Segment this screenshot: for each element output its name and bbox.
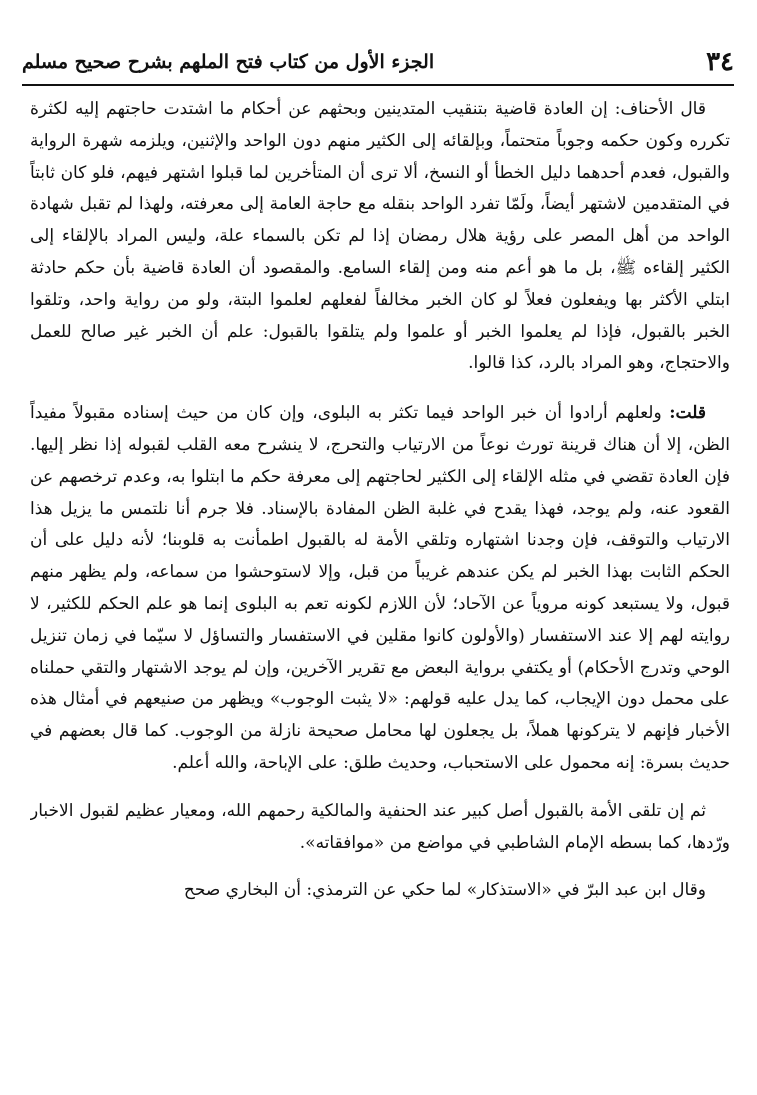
header-rule — [22, 84, 734, 86]
running-title: الجزء الأول من كتاب فتح الملهم بشرح صحيح مسلم — [22, 51, 435, 73]
paragraph-4: وقال ابن عبد البرّ في «الاستذكار» لما حكي عن الترمذي: أن البخاري صحح — [183, 880, 706, 901]
paragraph-2-lead: قلت: — [669, 403, 706, 424]
paragraph-1: قال الأحناف: إن العادة قاضية بتنقيب المتدينين وبحثهم عن أحكام ما اشتدت حاجتهم إليه لكثرة تكرره وكون حكمه وجوباً متحتماً، وبإلقائه إلى الكثير منهم دون الواحد والإثنين، ويلزمه شهرة الرواية والقبول، فعدم أحدهما دليل الخطأ أو النسخ، ألا ترى أن المتأخرين لما قبلوا اشتهر فيهم، فلو كان ثابتاً في المتقدمين لاشتهر أيضاً، ولَمّا تفرد الواحد بنقله مع حاجة العامة إلى معرفته، ولهذا لم تقبل شهادة الواحد من أهل المصر على رؤية هلال رمضان إذا لم تكن بالسماء علة، وليس المراد بالإلقاء إلى الكثير إلقاءه ﷺ، بل ما هو أعم منه ومن إلقاء السامع. والمقصود أن العادة قاضية بأن حكم حادثة ابتلي الأكثر بها ويفعلون فعلاً لو كان الخبر مخالفاً لفعلهم لعلموا البتة، ولو من رواية واحد، وتلقوا الخبر بالقبول، فإذا لم يعلموا الخبر أو علموا ولم يتلقوا بالقبول: علم أن الخبر غير صالح للعمل والاحتجاج، وهو المراد بالرد، كذا قالوا. — [30, 99, 730, 374]
paragraph-2 — [30, 398, 730, 780]
paragraph-2-text: ولعلهم أرادوا أن خبر الواحد فيما تكثر به البلوى، وإن كان من حيث إسناده مقبولاً مفيداً الظن، إلا أن هناك قرينة تورث نوعاً من الارتياب والتحرج، لا ينشرح معه القلب لقبوله إذا نظر إليها. فإن العادة تقضي في مثله الإلقاء إلى الكثير لحاجتهم إلى معرفة حكم ما ابتلوا به، وعدم ترخصهم عن القعود عنه، ولم يوجد، فهذا يقدح في غلبة الظن المفادة بالإسناد. فلا جرم أنا نلتمس ما يزيل هذا الارتياب والتوقف، فإن وجدنا اشتهاره وتلقي الأمة له بالقبول اطمأنت به قلوبنا؛ لأنه دليل على أن الحكم الثابت بهذا الخبر لم يكن عندهم غريباً من قبل، وإلا لاستوحشوا من سماعه، ولم يظهر منهم قبول، ولا يستبعد كونه مروياً عن الآحاد؛ لأن اللازم لكونه تعم به البلوى إنما هو علم الحكم للكثير، لا روايته لهم إلا عند الاستفسار (والأولون كانوا مقلين في الاستفسار والتساؤل لا سيّما في زمان تنزيل الوحي وتدرج الأحكام) أو يكتفي برواية البعض مع تقرير الآخرين، وإن لم يوجد الاشتهار والتقي حملناه على محمل دون الإيجاب، كما يدل عليه قولهم: «لا يثبت الوجوب» ويظهر من صنيعهم في أمثال هذه الأخبار فإنهم لا يتركونها هملاً، بل يجعلون لها محامل صحيحة نازلة من الوجوب. كما قال بعضهم في حديث بسرة: إنه محمول على الاستحباب، وحديث طلق: على الإباحة، والله أعلم. — [30, 403, 730, 773]
page-number: ٣٤ — [706, 47, 734, 77]
page-body — [30, 94, 730, 1084]
page-header — [22, 44, 734, 80]
paragraph-3: ثم إن تلقى الأمة بالقبول أصل كبير عند الحنفية والمالكية رحمهم الله، ومعيار عظيم لقبول الاخبار ورّدها، كما بسطه الإمام الشاطبي في مواضع من «موافقاته». — [30, 800, 730, 853]
